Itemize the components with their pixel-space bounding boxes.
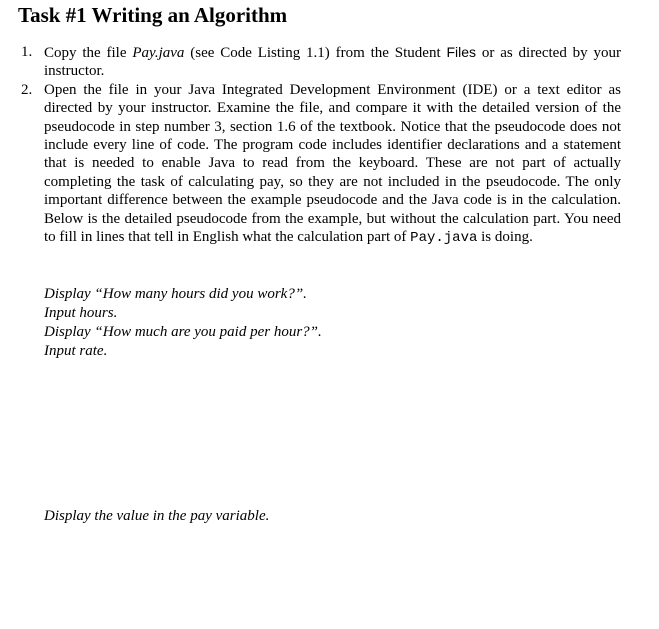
pseudocode-line-display-pay: Display the value in the pay variable. (44, 508, 270, 524)
list-item-step-1 (0, 43, 621, 81)
step-text-part: is doing. (477, 229, 533, 246)
step-text-part: or as directed by your instructor. (44, 45, 621, 80)
step-text-files-word: Files (446, 44, 477, 60)
step-text-part: (see Code Listing 1.1) from the Student (184, 45, 447, 61)
pseudocode-line-input-hours: Input hours. (44, 305, 118, 321)
file-name: Pay.java (132, 45, 185, 61)
list-item-step-2 (0, 81, 621, 248)
instruction-list (0, 43, 659, 247)
step-number: 2. (21, 81, 33, 98)
code-file-name: Pay.java (410, 230, 478, 247)
pseudocode-line-display-rate: Display “How much are you paid per hour?”. (44, 324, 322, 340)
step-number: 1. (21, 44, 33, 60)
step-text (44, 43, 621, 81)
step-text (44, 81, 621, 248)
step-text-part: Open the file in your Java Integrated Development Environment (IDE) or a text editor as directed by your instructor. Examine the file, and compare it with the detailed version of the pseudocode in step number 3, section 1.6 of the textbook. Notice that the pseudocode does not include every line of code. The program code includes identifier declarations and a statement that is needed to enable Java to read from the keyboard. These are not part of actually completing the task of calculating pay, so they are not included in the pseudocode. The only important difference between the example pseudocode and the Java code is in the calculation. Below is the detailed pseudocode from the example, but without the calculation part. You need to fill in lines that tell in English what the calculation part of (44, 81, 621, 246)
step-text-part: Copy the file (44, 45, 133, 61)
pseudocode-line-input-rate: Input rate. (44, 343, 108, 359)
task-title: Task #1 Writing an Algorithm (18, 3, 288, 27)
pseudocode-line-display-hours: Display “How many hours did you work?”. (44, 286, 307, 302)
